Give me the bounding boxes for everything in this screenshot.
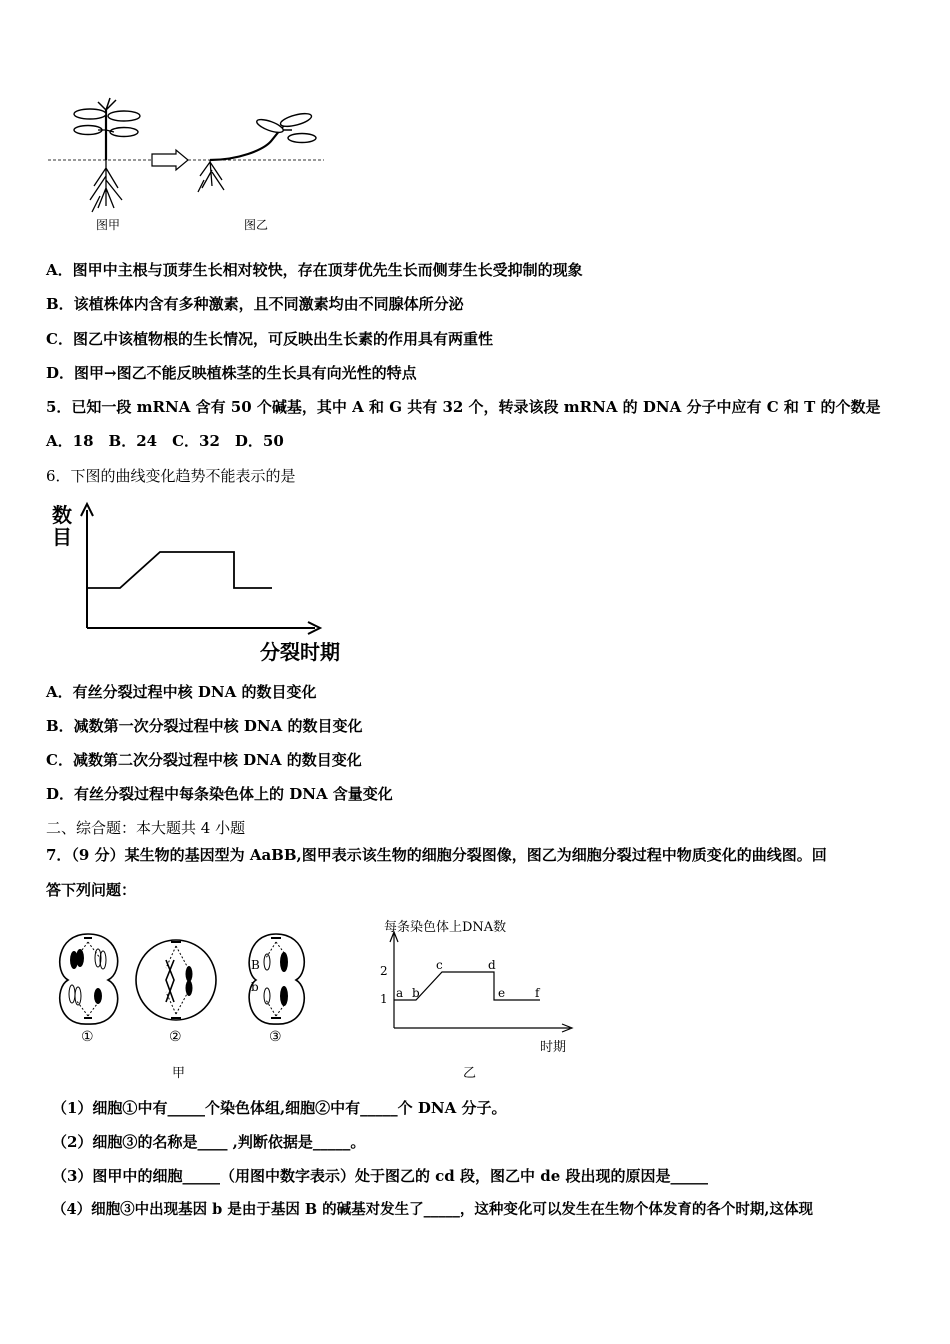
- q7-graph-pt-e: e: [498, 986, 506, 1000]
- q4-option-d: D．图甲→图乙不能反映植株茎的生长具有向光性的特点: [46, 364, 417, 382]
- q5-options: A．18 B．24 C．32 D．50: [46, 432, 284, 450]
- q5-stem: 5．已知一段 mRNA 含有 50 个碱基，其中 A 和 G 共有 32 个，转录该段 mRNA 的 DNA 分子中应有 C 和 T 的个数是: [46, 398, 881, 416]
- q7-graph-pt-b: b: [412, 986, 420, 1000]
- cell-label-1: ①: [81, 1029, 94, 1045]
- q7-cells-figure: [48, 928, 318, 1081]
- q7-sub3: （3）图甲中的细胞_____（用图中数字表示）处于图乙的 cd 段，图乙中 de 段出现的原因是_____: [52, 1167, 708, 1185]
- section-heading: 二、综合题：本大题共 4 小题: [46, 819, 246, 837]
- cell-label-3: ③: [269, 1029, 282, 1045]
- q6-option-c: C．减数第二次分裂过程中核 DNA 的数目变化: [46, 751, 362, 769]
- q7-graph-pt-a: a: [396, 986, 404, 1000]
- q7-stem1: 7．（9 分）某生物的基因型为 AaBB,图甲表示该生物的细胞分裂图像，图乙为细胞分裂过程中物质变化的曲线图。回: [46, 846, 827, 864]
- gene-b-label: b: [251, 980, 259, 994]
- q6-ylabel: 数目: [52, 503, 72, 549]
- q7-graph-xlabel: 时期: [540, 1040, 567, 1055]
- caption-fig-a: 图甲: [96, 218, 121, 232]
- q7-stem-line1: [46, 845, 827, 865]
- q7-graph-y2: 2: [380, 964, 388, 978]
- caption-fig-b: 图乙: [244, 218, 269, 232]
- q4-option-c: C．图乙中该植物根的生长情况，可反映出生长素的作用具有两重性: [46, 330, 493, 348]
- q7-graph-ylabel: 每条染色体上DNA数: [384, 920, 507, 935]
- caption-jia: 甲: [172, 1066, 186, 1081]
- gene-B-label: B: [251, 958, 260, 972]
- q7-graph: [372, 912, 592, 1082]
- plant-drawing: [44, 96, 334, 238]
- q7-graph-pt-c: c: [436, 958, 443, 972]
- cell-label-2: ②: [169, 1029, 182, 1045]
- q7-stem-line2: 答下列问题：: [46, 881, 137, 899]
- q6-xlabel: 分裂时期: [260, 640, 340, 664]
- q7-graph-y1: 1: [380, 992, 388, 1006]
- q7-cells-svg: [48, 928, 318, 1078]
- q7-graph-svg: [372, 912, 592, 1082]
- q7-graph-pt-f: f: [535, 986, 540, 1000]
- q6-graph: [50, 500, 360, 670]
- q7-sub4: （4）细胞③中出现基因 b 是由于基因 B 的碱基对发生了_____，这种变化可以发生在生物个体发育的各个时期,这体现: [52, 1201, 813, 1218]
- q6-option-a: A．有丝分裂过程中核 DNA 的数目变化: [46, 683, 317, 701]
- q6-option-b: B．减数第一次分裂过程中核 DNA 的数目变化: [46, 717, 363, 735]
- q6-stem: 6．下图的曲线变化趋势不能表示的是: [46, 467, 296, 485]
- q4-option-b: B．该植株体内含有多种激素，且不同激素均由不同腺体所分泌: [46, 295, 464, 313]
- plant-figure: [44, 96, 334, 238]
- q7-sub1: （1）细胞①中有_____个染色体组,细胞②中有_____个 DNA 分子。: [52, 1099, 507, 1117]
- q6-option-d: D．有丝分裂过程中每条染色体上的 DNA 含量变化: [46, 785, 393, 803]
- q4-option-a: A．图甲中主根与顶芽生长相对较快，存在顶芽优先生长而侧芽生长受抑制的现象: [46, 261, 583, 279]
- q7-sub2: （2）细胞③的名称是____ ,判断依据是_____。: [52, 1133, 366, 1151]
- q7-graph-pt-d: d: [488, 958, 496, 972]
- caption-yi: 乙: [463, 1066, 477, 1081]
